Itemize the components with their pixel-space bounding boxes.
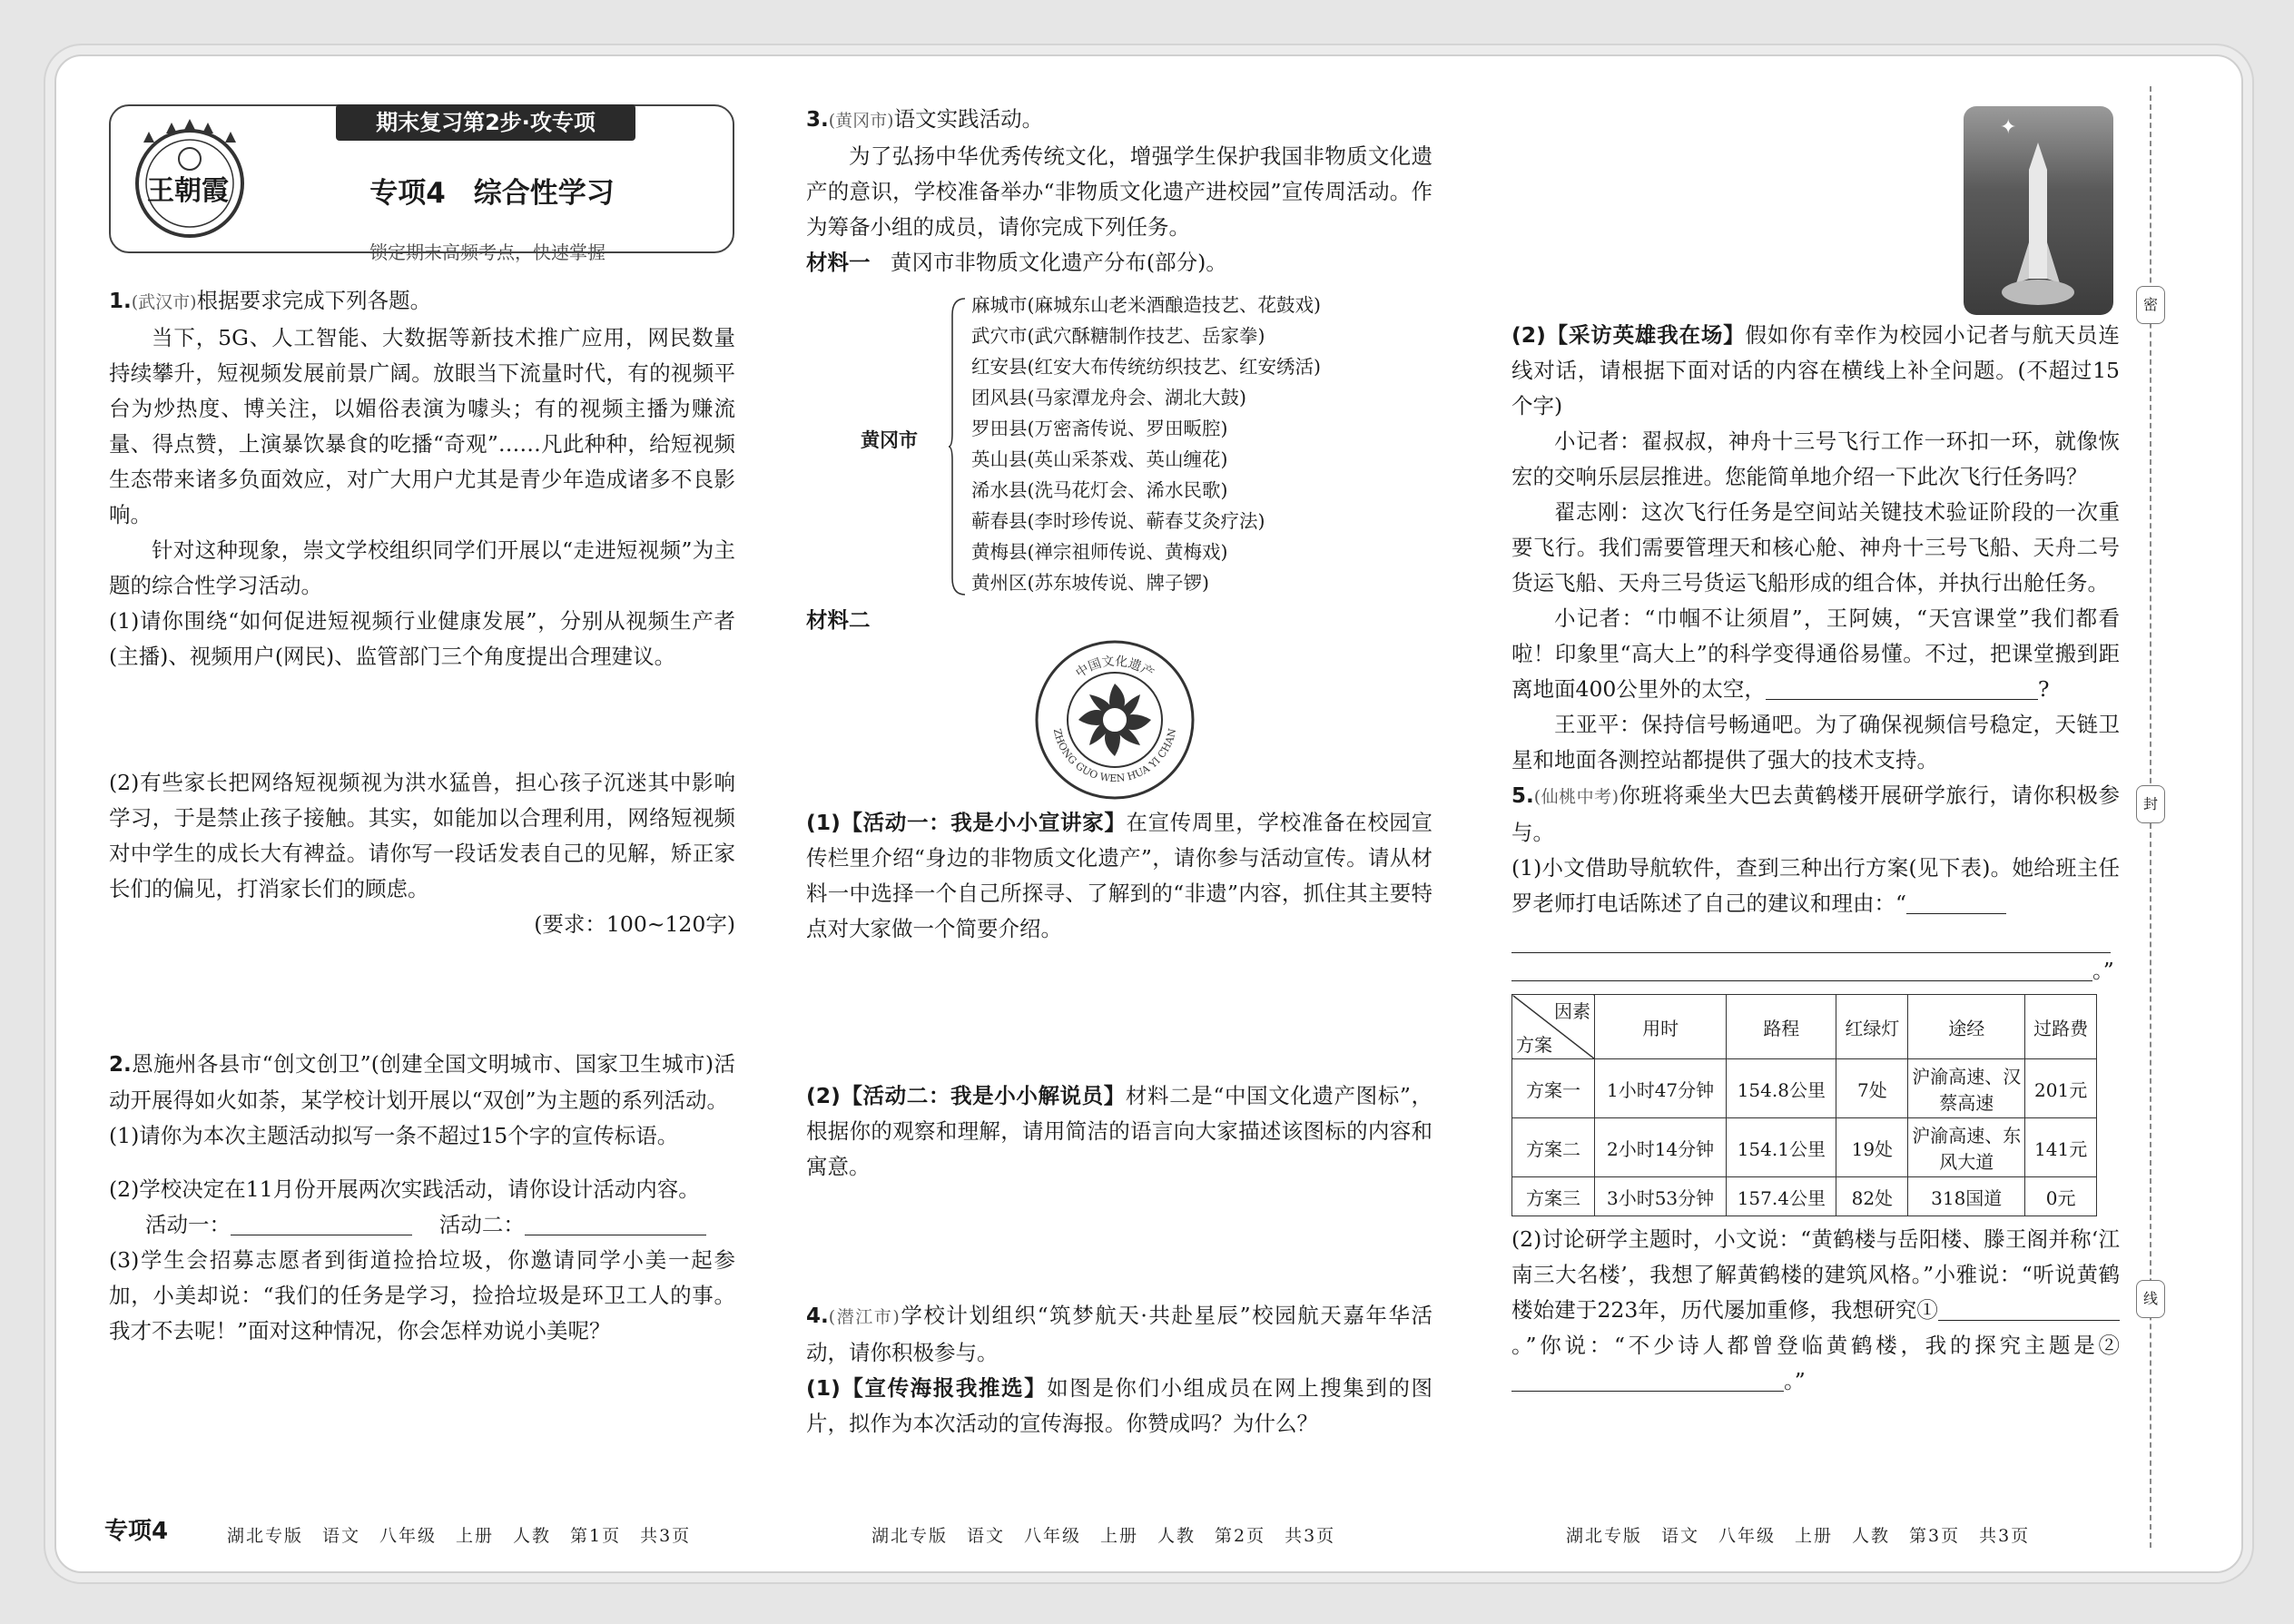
table-cell: 157.4公里 <box>1727 1177 1836 1216</box>
q3-answer-space-1[interactable] <box>806 947 1433 1078</box>
q5-topic-blank-1[interactable] <box>1938 1294 2120 1321</box>
q4-sub-2: (2)【采访英雄我在场】假如你有幸作为校园小记者与航天员连线对话，请根据下面对话的内容在横线上补全问题。(不超过15个字) <box>1511 322 2120 418</box>
q1-answer-space-1[interactable] <box>109 674 735 765</box>
table-header: 路程 <box>1727 995 1836 1059</box>
tree-items <box>971 290 1321 598</box>
q2-activity-2-blank[interactable] <box>525 1209 706 1235</box>
heritage-emblem <box>1033 638 1196 802</box>
q5-sub-1: (1)小文借助导航软件，查到三种出行方案(见下表)。她给班主任罗老师打电话陈述了自己的建议和理由：“ <box>1511 855 2120 916</box>
q4-prompt: 4.(潜江市)学校计划组织“筑梦航天·共赴星辰”校园航天嘉年华活动，请你积极参与。 <box>806 1303 1433 1365</box>
tree-item: 浠水县(洗马花灯会、浠水民歌) <box>971 479 1228 501</box>
table-header: 用时 <box>1595 995 1727 1059</box>
q1-sub-1: (1)请你围绕“如何促进短视频行业健康发展”，分别从视频生产者(主播)、视频用户(网民)、监管部门三个角度提出合理建议。 <box>109 608 735 669</box>
emblem-top-text: 中国文化遗产 <box>1073 654 1157 682</box>
dialogue-zhai: 翟志刚：这次飞行任务是空间站关键技术验证阶段的一次重要飞行。我们需要管理天和核心舱、神舟十三号飞船、天舟二号货运飞船、天舟三号货运飞船形成的组合体，并执行出舱任务。 <box>1511 499 2120 595</box>
seal-mark-1: 密 <box>2136 286 2165 324</box>
table-cell: 154.1公里 <box>1727 1118 1836 1177</box>
q3-answer-space-2[interactable] <box>806 1185 1433 1298</box>
route-table <box>1511 994 2097 1216</box>
seal-mark-2: 封 <box>2136 785 2165 823</box>
q5-suggestion-blank-2[interactable] <box>1511 921 2111 953</box>
table-cell: 318国道 <box>1908 1177 2025 1216</box>
table-cell: 方案二 <box>1512 1118 1595 1177</box>
footer-page-2: 湖北专版 语文 八年级 上册 人教 第2页 共3页 <box>871 1526 1336 1546</box>
q3-material-1-title: 材料一 黄冈市非物质文化遗产分布(部分)。 <box>806 250 1227 275</box>
space-poster-image <box>1964 106 2113 315</box>
footer-page-1: 湖北专版 语文 八年级 上册 人教 第1页 共3页 <box>227 1526 692 1546</box>
tree-item: 罗田县(万密斋传说、罗田畈腔) <box>971 418 1228 439</box>
table-cell: 3小时53分钟 <box>1595 1177 1727 1216</box>
q3-material-2-title: 材料二 <box>806 607 871 633</box>
q1-passage-2: 针对这种现象，崇文学校组织同学们开展以“走进短视频”为主题的综合性学习活动。 <box>109 537 735 598</box>
tree-item: 英山县(英山采茶戏、英山缠花) <box>971 448 1228 470</box>
tree-item: 黄州区(苏东坡传说、牌子锣) <box>971 572 1209 594</box>
section-step-banner: 期末复习第2步·攻专项 <box>336 104 635 141</box>
q2-sub-1: (1)请你为本次主题活动拟写一条不超过15个字的宣传标语。 <box>109 1123 679 1148</box>
tree-item: 红安县(红安大布传统纺织技艺、红安绣活) <box>971 356 1321 378</box>
table-cell: 1小时47分钟 <box>1595 1059 1727 1118</box>
footer-label: 专项4 <box>104 1518 169 1545</box>
q1-passage-1: 当下，5G、人工智能、大数据等新技术推广应用，网民数量持续攀升，短视频发展前景广阔。放眼当下流量时代，有的视频平台为炒热度、博关注，以媚俗表演为噱头；有的视频主播为赚流量、得点赞，上演暴饮暴食的吃播“奇观”……凡此种种，给短视频生态带来诸多负面效应，对广大用户尤其是青少年造成诸多不良影响。 <box>109 325 735 527</box>
q1-requirement: (要求：100~120字) <box>534 911 735 937</box>
q4-sub-1: (1)【宣传海报我推选】如图是你们小组成员在网上搜集到的图片，拟作为本次活动的宣传海报。你赞成吗？为什么？ <box>806 1375 1433 1436</box>
q2-prompt: 2.恩施州各县市“创文创卫”(创建全国文明城市、国家卫生城市)活动开展得如火如荼，某学校计划开展以“双创”为主题的系列活动。 <box>109 1051 735 1113</box>
table-cell: 7处 <box>1836 1059 1908 1118</box>
emblem-bottom-text: ZHONG GUO WEN HUA YI CHAN <box>1050 727 1179 785</box>
footer-page-3: 湖北专版 语文 八年级 上册 人教 第3页 共3页 <box>1566 1526 2031 1546</box>
dialogue-reporter-1: 小记者：翟叔叔，神舟十三号飞行工作一环扣一环，就像恢宏的交响乐层层推进。您能简单地介绍一下此次飞行任务吗？ <box>1511 428 2120 489</box>
q5-topic-blank-2[interactable] <box>1511 1365 1784 1392</box>
table-cell: 2小时14分钟 <box>1595 1118 1727 1177</box>
q5-suggestion-blank-1[interactable] <box>1906 888 2006 914</box>
q2-sub-3: (3)学生会招募志愿者到街道捡拾垃圾，你邀请同学小美一起参加，小美却说：“我们的任务是学习，捡拾垃圾是环卫工人的事。我才不去呢！”面对这种情况，你会怎样劝说小美呢？ <box>109 1247 735 1343</box>
column-1 <box>109 283 735 1349</box>
q3-prompt: 3.(黄冈市)语文实践活动。 <box>806 106 1044 132</box>
table-row <box>1512 1059 2097 1118</box>
q1-prompt: 1.(武汉市)根据要求完成下列各题。 <box>109 288 432 313</box>
table-cell: 沪渝高速、汉蔡高速 <box>1908 1059 2025 1118</box>
tree-root: 黄冈市 <box>861 429 918 451</box>
table-header: 红绿灯 <box>1836 995 1908 1059</box>
q1-answer-space-2[interactable] <box>109 942 735 1047</box>
tree-item: 团风县(马家潭龙舟会、湖北大鼓) <box>971 387 1246 408</box>
q5-prompt: 5.(仙桃中考)你班将乘坐大巴去黄鹤楼开展研学旅行，请你积极参与。 <box>1511 782 2120 845</box>
table-header: 过路费 <box>2025 995 2097 1059</box>
section-title: 专项4 综合性学习 <box>369 177 615 210</box>
tree-item: 武穴市(武穴酥糖制作技艺、岳家拳) <box>971 325 1265 347</box>
table-header: 途经 <box>1908 995 2025 1059</box>
tree-item: 麻城市(麻城东山老米酒酿造技艺、花鼓戏) <box>971 294 1321 316</box>
column-3 <box>1511 318 2120 1399</box>
q3-activity-2: (2)【活动二：我是小小解说员】材料二是“中国文化遗产图标”，根据你的观察和理解，请用简洁的语言向大家描述该图标的内容和寓意。 <box>806 1083 1433 1179</box>
table-corner: 因素 方案 <box>1512 995 1595 1059</box>
q5-suggestion-blank-3[interactable] <box>1511 955 2092 981</box>
tree-bracket <box>949 297 967 596</box>
section-subtitle: 锁定期末高频考点，快速掌握 <box>369 241 605 263</box>
tree-item: 黄梅县(禅宗祖师传说、黄梅戏) <box>971 541 1228 563</box>
svg-text:✦: ✦ <box>2000 116 2017 139</box>
section-header <box>109 104 734 253</box>
table-cell: 201元 <box>2025 1059 2097 1118</box>
q5-suggestion-line-3: 。” <box>1511 953 2120 989</box>
rocket-icon <box>1964 106 2113 315</box>
q2-sub-2: (2)学校决定在11月份开展两次实践活动，请你设计活动内容。 <box>109 1176 700 1202</box>
q3-intro: 为了弘扬中华优秀传统文化，增强学生保护我国非物质文化遗产的意识，学校准备举办“非物质文化遗产进校园”宣传周活动。作为筹备小组的成员，请你完成下列任务。 <box>806 143 1433 240</box>
table-cell: 19处 <box>1836 1118 1908 1177</box>
dialogue-reporter-2: 小记者：“巾帼不让须眉”，王阿姨，“天宫课堂”我们都看啦！印象里“高大上”的科学变得通俗易懂。不过，把课堂搬到距离地面400公里外的太空， ? <box>1511 605 2120 702</box>
table-cell: 沪渝高速、东风大道 <box>1908 1118 2025 1177</box>
table-cell: 154.8公里 <box>1727 1059 1836 1118</box>
q5-sub-2: (2)讨论研学主题时，小文说：“黄鹤楼与岳阳楼、滕王阁并称‘江南三大名楼’，我想了解黄鹤楼的建筑风格。”小雅说：“听说黄鹤楼始建于223年，历代屡加重修，我想研究①。”你说：“不少诗人都曾登临黄鹤楼，我的探究主题是②。” <box>1511 1226 2120 1393</box>
table-row <box>1512 1118 2097 1177</box>
q4-question-blank[interactable] <box>1766 674 2038 700</box>
table-row <box>1512 1177 2097 1216</box>
table-cell: 方案一 <box>1512 1059 1595 1118</box>
table-cell: 82处 <box>1836 1177 1908 1216</box>
q2-activities: 活动一： 活动二： <box>109 1207 735 1243</box>
logo-text: 王朝霞 <box>147 175 229 207</box>
dialogue-wang: 王亚平：保持信号畅通吧。为了确保视频信号稳定，天链卫星和地面各测控站都提供了强大的技术支持。 <box>1511 712 2120 773</box>
q3-activity-1: (1)【活动一：我是小小宣讲家】在宣传周里，学校准备在校园宣传栏里介绍“身边的非物质文化遗产”，请你参与活动宣传。请从材料一中选择一个自己所探寻、了解到的“非遗”内容，抓住其主要特点对大家做一个简要介绍。 <box>806 810 1433 941</box>
table-cell: 141元 <box>2025 1118 2097 1177</box>
heritage-tree <box>806 290 1433 603</box>
seal-mark-3: 线 <box>2136 1280 2165 1318</box>
q2-activity-1-blank[interactable] <box>231 1209 412 1235</box>
table-header-row <box>1512 995 2097 1059</box>
table-cell: 0元 <box>2025 1177 2097 1216</box>
table-cell: 方案三 <box>1512 1177 1595 1216</box>
column-2 <box>806 102 1433 1442</box>
tree-item: 蕲春县(李时珍传说、蕲春艾灸疗法) <box>971 510 1265 532</box>
q1-sub-2: (2)有些家长把网络短视频视为洪水猛兽，担心孩子沉迷其中影响学习，于是禁止孩子接触。其实，如能加以合理利用，网络短视频对中学生的成长大有裨益。请你写一段话发表自己的见解，矫正家长们的偏见，打消家长们的顾虑。 <box>109 770 735 901</box>
